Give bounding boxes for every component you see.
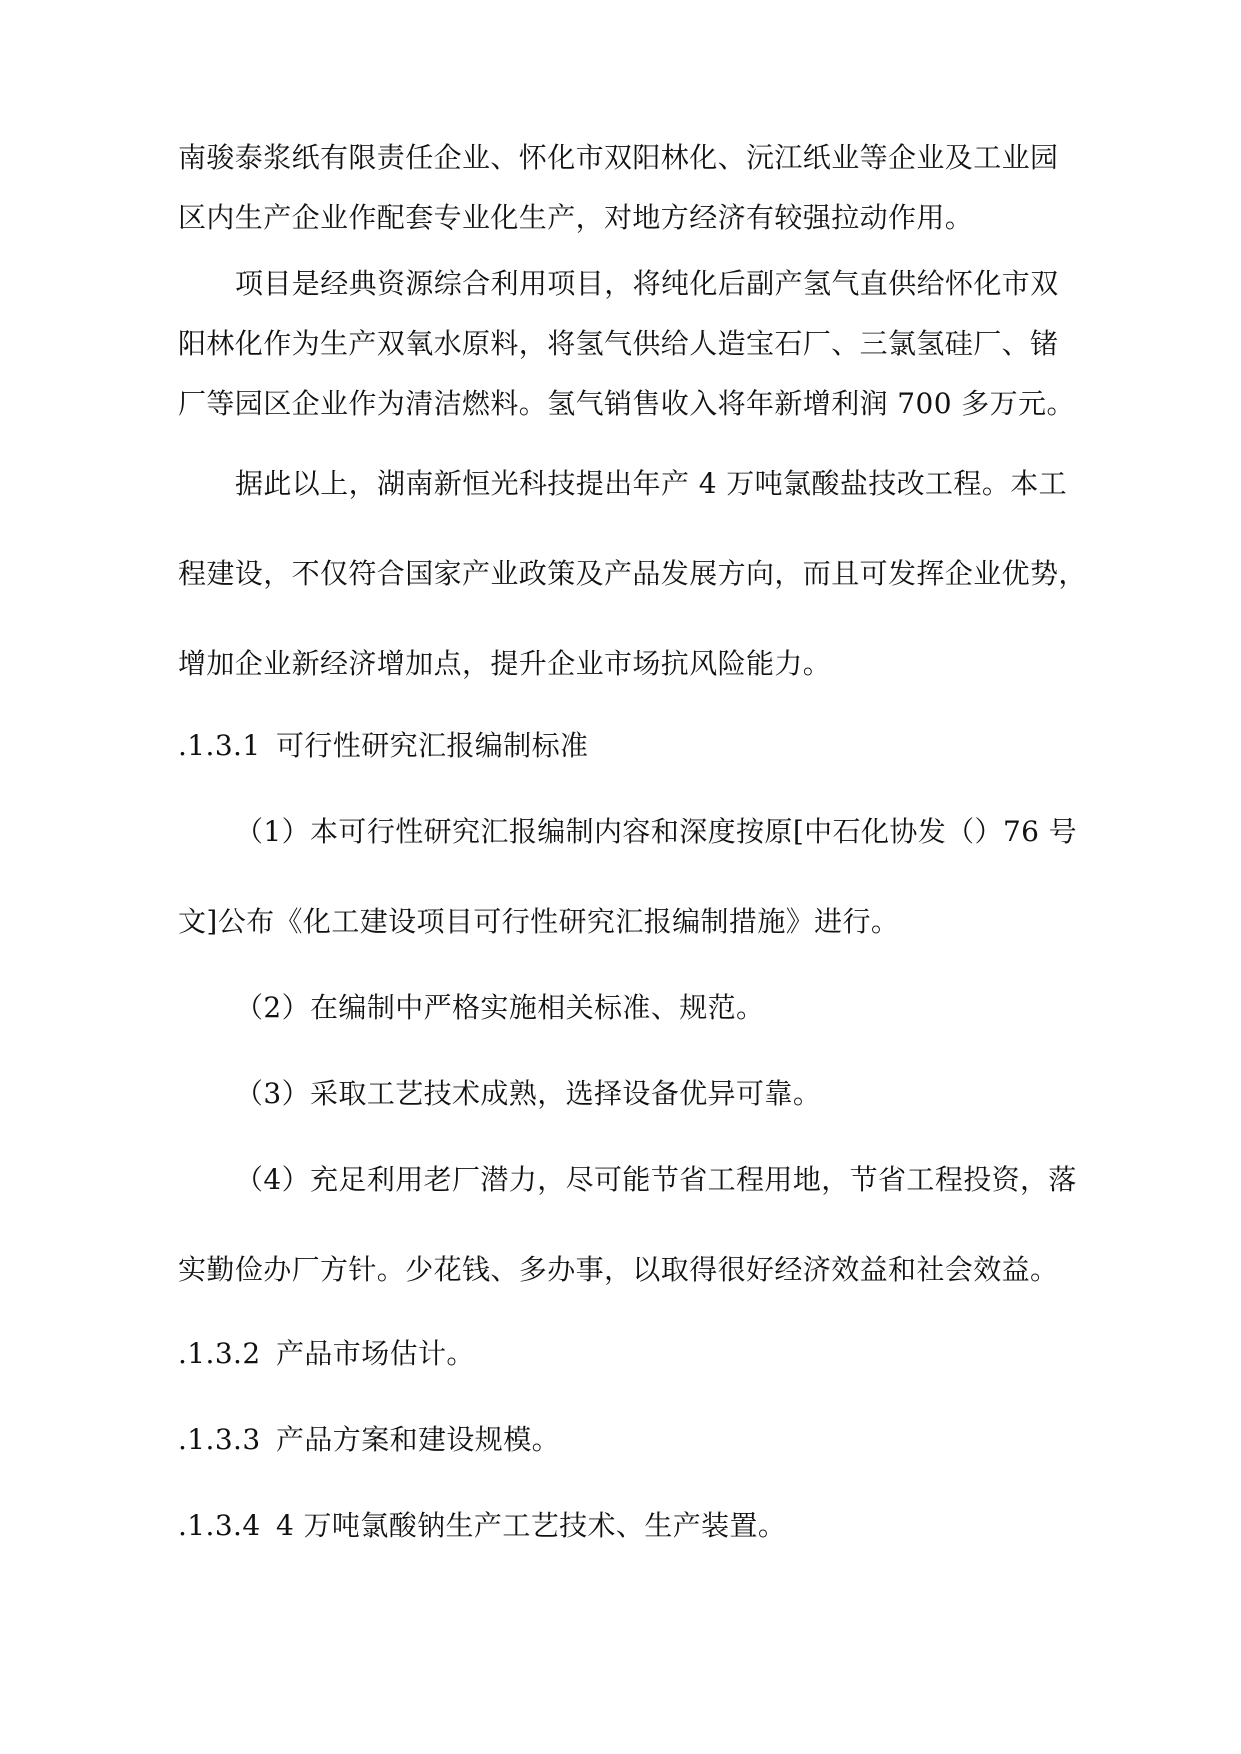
section-heading-1-3-4 (178, 1508, 786, 1544)
section-heading-1-3-2 (178, 1336, 475, 1372)
section-heading-1-3-1 (178, 728, 588, 764)
item-1-line-1: （1）本可行性研究汇报编制内容和深度按原[中石化协发（）76 号 (235, 815, 1078, 848)
section-heading-1-3-3 (178, 1422, 560, 1458)
paragraph-3-line-2: 程建设，不仅符合国家产业政策及产品发展方向，而且可发挥企业优势， (178, 557, 1087, 590)
paragraph-1-line-2: 区内生产企业作配套专业化生产，对地方经济有较强拉动作用。 (178, 201, 974, 234)
section-number: .1.3.3 (178, 1423, 261, 1456)
section-number: .1.3.1 (178, 729, 261, 762)
paragraph-2-line-1: 项目是经典资源综合利用项目，将纯化后副产氢气直供给怀化市双 (235, 267, 1059, 300)
section-title: 可行性研究汇报编制标准 (276, 729, 589, 762)
paragraph-1-line-1: 南骏泰浆纸有限责任企业、怀化市双阳林化、沅江纸业等企业及工业园 (178, 141, 1059, 174)
paragraph-3-line-3: 增加企业新经济增加点，提升企业市场抗风险能力。 (178, 647, 832, 680)
section-number: .1.3.4 (178, 1509, 261, 1542)
section-title: 4 万吨氯酸钠生产工艺技术、生产装置。 (276, 1509, 787, 1542)
item-3: （3）采取工艺技术成熟，选择设备优异可靠。 (235, 1077, 822, 1110)
paragraph-2-line-2: 阳林化作为生产双氧水原料，将氢气供给人造宝石厂、三氯氢硅厂、锗 (178, 327, 1059, 360)
paragraph-3-line-1: 据此以上，湖南新恒光科技提出年产 4 万吨氯酸盐技改工程。本工 (235, 467, 1068, 500)
section-title: 产品市场估计。 (276, 1337, 475, 1370)
item-4-line-1: （4）充足利用老厂潜力，尽可能节省工程用地，节省工程投资，落 (235, 1163, 1077, 1196)
item-2: （2）在编制中严格实施相关标准、规范。 (235, 991, 765, 1024)
section-title: 产品方案和建设规模。 (276, 1423, 561, 1456)
item-4-line-2: 实勤俭办厂方针。少花钱、多办事，以取得很好经济效益和社会效益。 (178, 1253, 1059, 1286)
section-number: .1.3.2 (178, 1337, 261, 1370)
item-1-line-2: 文]公布《化工建设项目可行性研究汇报编制措施》进行。 (178, 905, 900, 938)
paragraph-2-line-3: 厂等园区企业作为清洁燃料。氢气销售收入将年新增利润 700 多万元。 (178, 387, 1075, 420)
